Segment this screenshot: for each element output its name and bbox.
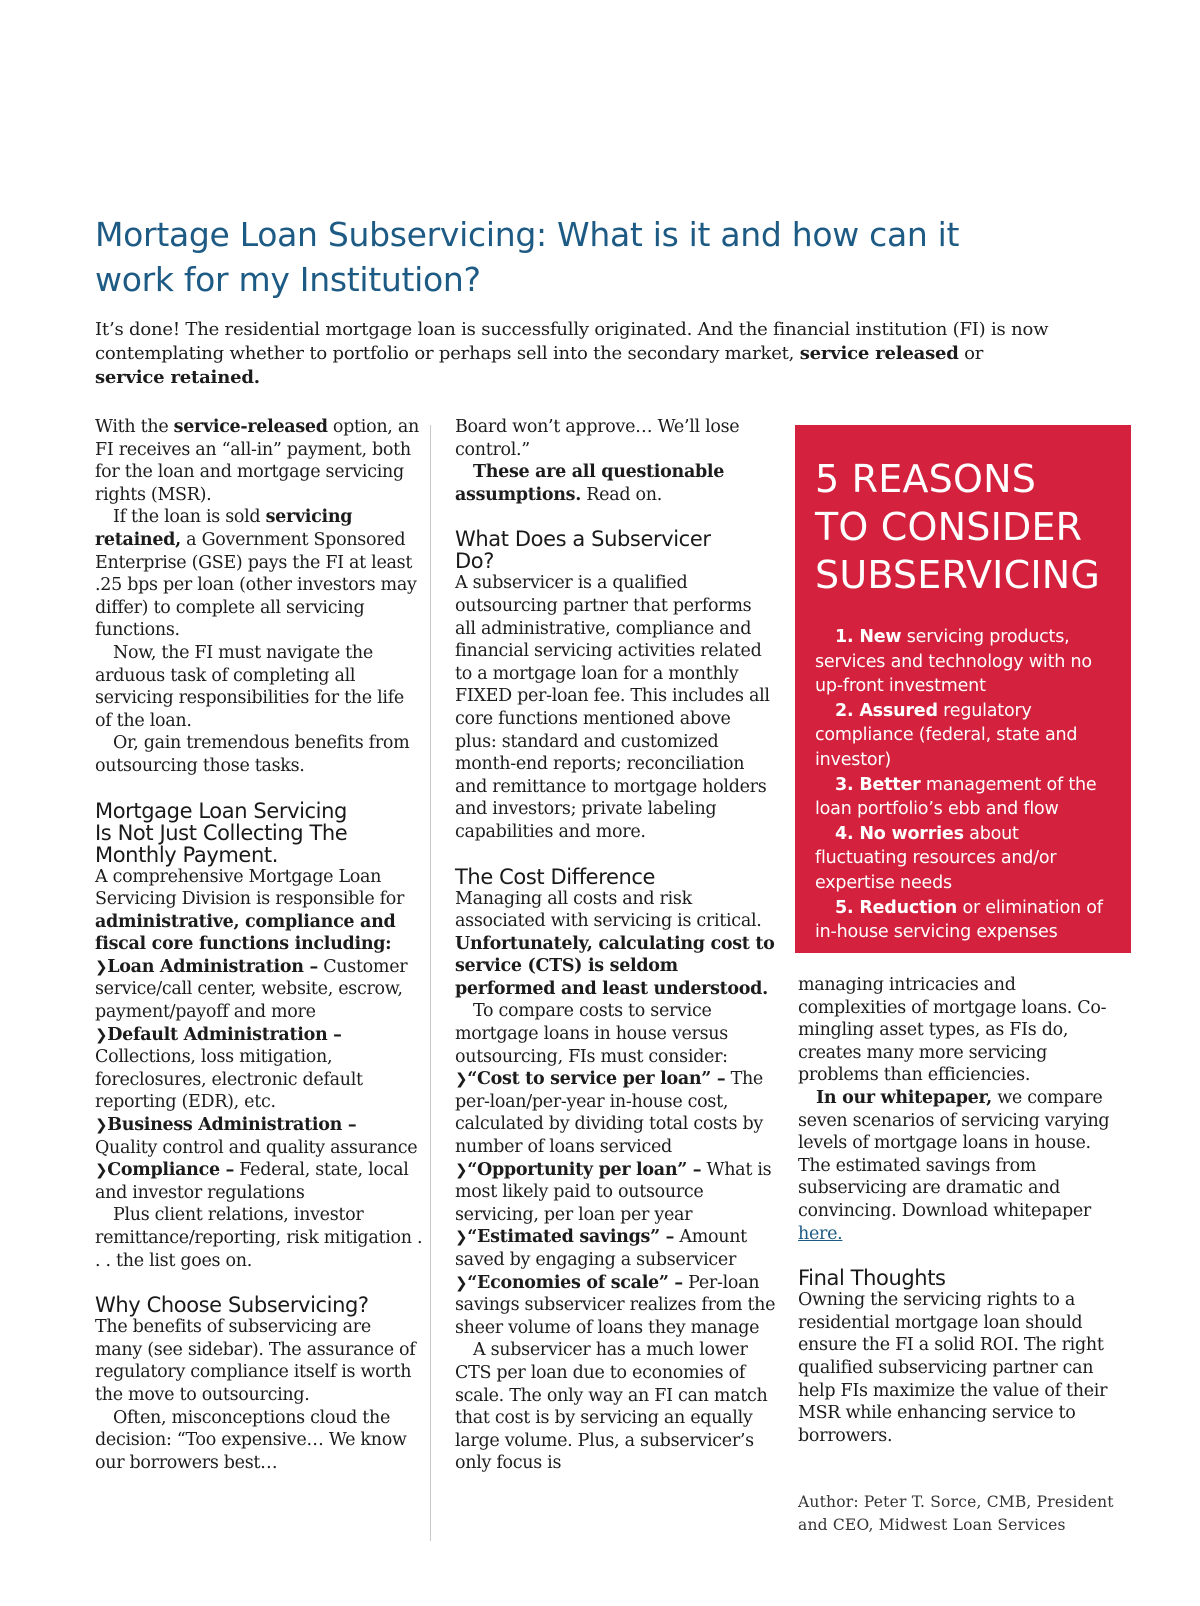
- col1-paragraph-6: Plus client relations, investor remittance/reporting, risk mitigation . . . the list goes on.: [95, 1205, 423, 1271]
- bullet-compliance: ❯Compliance – Federal, state, local and investor regulations: [95, 1160, 409, 1203]
- intro-text: It’s done! The residential mortgage loan is successfully originated. And the financial institution (FI) is now contemplating whether to portfolio or perhaps sell into the secondary market,: [95, 319, 1049, 364]
- chevron-right-icon: ❯: [455, 1273, 468, 1292]
- bullet-opportunity-per-loan: ❯“Opportunity per loan” – What is most likely paid to outsource servicing, per loan per year: [455, 1159, 772, 1225]
- bullet-business-administration: ❯Business Administration – Quality control and quality assurance: [95, 1115, 418, 1158]
- col2-paragraph-2: These are all questionable assumptions. Read on.: [455, 462, 725, 505]
- sidebar-reason-5: 5. Reduction or elimination of in-house servicing expenses: [815, 897, 1103, 943]
- chevron-right-icon: ❯: [95, 1116, 108, 1135]
- heading-what-does-a-subservicer-do: What Does a Subservicer Do?: [455, 527, 711, 574]
- bullet-cost-to-service: ❯“Cost to service per loan” – The per-loan/per-year in-house cost, calculated by dividing total costs by number of loans serviced: [455, 1069, 763, 1158]
- author-credit: Author: Peter T. Sorce, CMB, President and CEO, Midwest Loan Services: [798, 1493, 1114, 1535]
- column-1: [95, 416, 423, 1474]
- bullet-estimated-savings: ❯“Estimated savings” – Amount saved by engaging a subservicer: [455, 1227, 747, 1270]
- col1-paragraph-3: Now, the FI must navigate the arduous task of completing all servicing responsibilities for the life of the loan.: [95, 642, 404, 731]
- title-line-1: Mortage Loan Subservicing: What is it and how can it: [95, 215, 960, 254]
- bullet-default-administration: ❯Default Administration – Collections, loss mitigation, foreclosures, electronic default reporting (EDR), etc.: [95, 1024, 363, 1113]
- whitepaper-download-link[interactable]: here.: [798, 1223, 843, 1244]
- chevron-right-icon: ❯: [95, 957, 108, 976]
- chevron-right-icon: ❯: [455, 1160, 468, 1179]
- col1-paragraph-5: A comprehensive Mortgage Loan Servicing Division is responsible for administrative, compliance and fiscal core functions including:: [95, 866, 405, 955]
- col1-paragraph-2: If the loan is sold servicing retained, a Government Sponsored Enterprise (GSE) pays the FI at least .25 bps per loan (other investors may differ) to complete all servicing functions.: [95, 507, 417, 641]
- chevron-right-icon: ❯: [455, 1228, 468, 1247]
- sidebar-reason-2: 2. Assured regulatory compliance (federal, state and investor): [815, 700, 1078, 770]
- column-divider: [430, 425, 431, 1541]
- chevron-right-icon: ❯: [95, 1025, 108, 1044]
- five-reasons-sidebar: [795, 425, 1131, 953]
- col3-paragraph-2: In our whitepaper, we compare seven scenarios of servicing varying levels of mortgage loans in house. The estimated savings from subservicing are dramatic and convincing. Download whitepaper here.: [798, 1087, 1110, 1244]
- col3-paragraph-3: Owning the servicing rights to a residential mortgage loan should ensure the FI a solid ROI. The right qualified subservicing partner can help FIs maximize the value of their MSR while enhancing service to borrowers.: [798, 1290, 1108, 1446]
- chevron-right-icon: ❯: [455, 1070, 468, 1089]
- heading-the-cost-difference: The Cost Difference: [455, 864, 656, 889]
- sidebar-reason-1: 1. New servicing products, services and technology with no up-front investment: [815, 627, 1092, 697]
- col1-paragraph-8: Often, misconceptions cloud the decision: “Too expensive… We know our borrowers best…: [95, 1407, 407, 1473]
- sidebar-reason-4: 4. No worries about fluctuating resources and/or expertise needs: [815, 823, 1057, 893]
- col2-paragraph-4: Managing all costs and risk associated with servicing is critical. Unfortunately, calculating cost to service (CTS) is seldom performed and least understood.: [455, 888, 775, 999]
- col1-paragraph-4: Or, gain tremendous benefits from outsourcing those tasks.: [95, 733, 410, 776]
- column-2: [455, 416, 777, 1475]
- bullet-economies-of-scale: ❯“Economies of scale” – Per-loan savings subservicer realizes from the sheer volume of loans they manage: [455, 1272, 776, 1338]
- col2-paragraph-1: Board won’t approve… We’ll lose control.”: [455, 417, 740, 460]
- title-line-2: work for my Institution?: [95, 260, 481, 299]
- heading-mortgage-loan-servicing: Mortgage Loan Servicing Is Not Just Collecting The Monthly Payment.: [95, 798, 348, 867]
- sidebar-title: 5 REASONS TO CONSIDER SUBSERVICING: [815, 457, 1101, 597]
- col2-paragraph-5: To compare costs to service mortgage loans in house versus outsourcing, FIs must consider:: [455, 1001, 728, 1067]
- col1-paragraph-7: The benefits of subservicing are many (see sidebar). The assurance of regulatory compliance itself is worth the move to outsourcing.: [95, 1317, 416, 1405]
- intro-paragraph: [95, 318, 1055, 390]
- intro-bold-service-retained: service retained.: [95, 367, 260, 388]
- col2-paragraph-6: A subservicer has a much lower CTS per loan due to economies of scale. The only way an FI can match that cost is by servicing an equally large volume. Plus, a subservicer’s only focus is: [455, 1340, 768, 1474]
- article-title: [95, 212, 1055, 302]
- col3-paragraph-1: managing intricacies and complexities of mortgage loans. Co-mingling asset types, as FIs do, creates many more servicing problems than efficiencies.: [798, 975, 1107, 1086]
- intro-bold-service-released: service released: [799, 343, 959, 364]
- col1-paragraph-1: With the service-released option, an FI receives an “all-in” payment, both for the loan and mortgage servicing rights (MSR).: [95, 417, 419, 505]
- heading-final-thoughts: Final Thoughts: [798, 1266, 946, 1291]
- heading-why-choose-subservicing: Why Choose Subservicing?: [95, 1293, 369, 1318]
- intro-connector: or: [958, 343, 984, 364]
- column-3: [798, 974, 1122, 1537]
- sidebar-reason-3: 3. Better management of the loan portfolio’s ebb and flow: [815, 774, 1097, 820]
- col2-paragraph-3: A subservicer is a qualified outsourcing partner that performs all administrative, compliance and financial servicing activities related to a mortgage loan for a monthly FIXED per-loan fee. This includes all core functions mentioned above plus: standard and customized month-end reports; reconciliation and remittance to mortgage holders and investors; private labeling capabilities and more.: [455, 573, 770, 842]
- chevron-right-icon: ❯: [95, 1161, 108, 1180]
- bullet-loan-administration: ❯Loan Administration – Customer service/call center, website, escrow, payment/payoff and more: [95, 956, 408, 1023]
